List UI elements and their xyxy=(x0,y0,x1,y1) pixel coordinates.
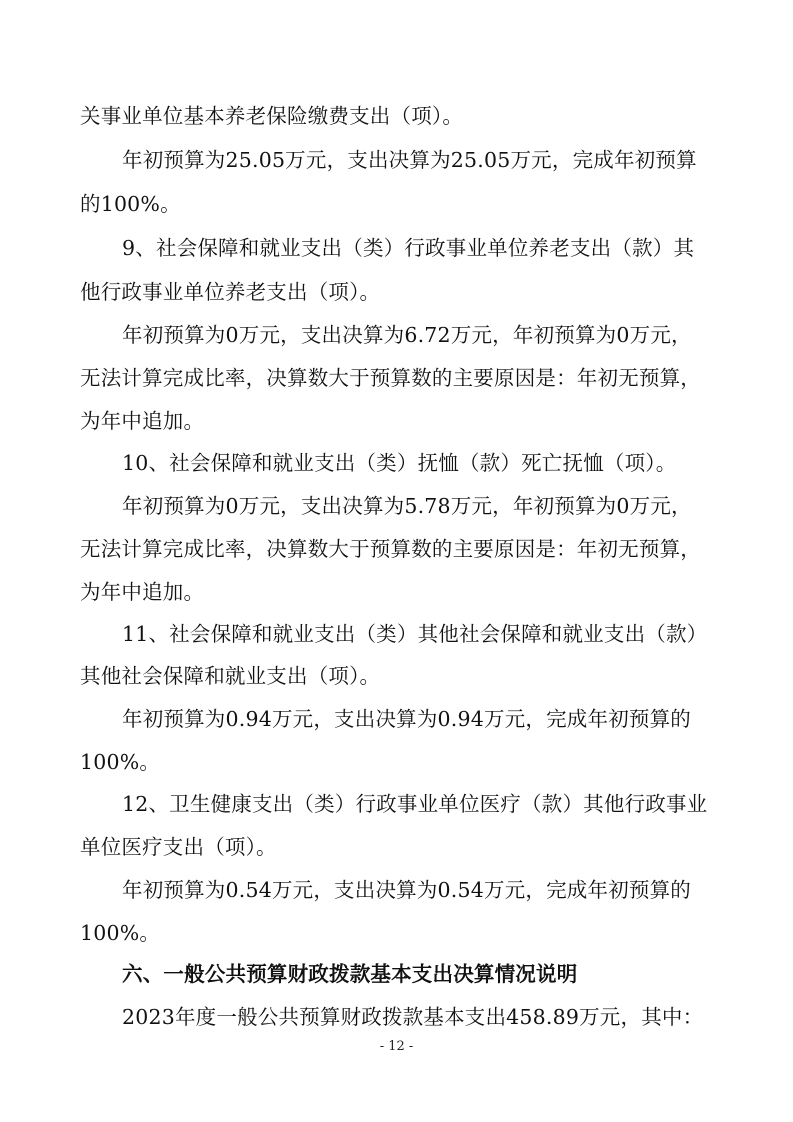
paragraph-line: 年初预算为0.94万元，支出决算为0.94万元，完成年初预算的 xyxy=(122,707,691,731)
paragraph-line: 9、社会保障和就业支出（类）行政事业单位养老支出（款）其 xyxy=(122,236,695,260)
paragraph-line: 年初预算为0万元，支出决算为5.78万元，年初预算为0万元， xyxy=(122,494,692,518)
paragraph-line: 100%。 xyxy=(80,921,161,945)
paragraph-line: 的100%。 xyxy=(80,192,181,216)
paragraph-line: 2023年度一般公共预算财政拨款基本支出458.89万元，其中： xyxy=(122,1005,704,1029)
paragraph-line: 为年中追加。 xyxy=(80,580,205,604)
paragraph-line: 他行政事业单位养老支出（项）。 xyxy=(80,280,381,304)
paragraph-line: 单位医疗支出（项）。 xyxy=(80,835,277,859)
paragraph-line: 11、社会保障和就业支出（类）其他社会保障和就业支出（款） xyxy=(122,622,708,646)
paragraph-line: 其他社会保障和就业支出（项）。 xyxy=(80,664,381,688)
paragraph-line: 无法计算完成比率，决算数大于预算数的主要原因是：年初无预算， xyxy=(80,537,701,561)
paragraph-line: 为年中追加。 xyxy=(80,409,205,433)
paragraph-line: 无法计算完成比率，决算数大于预算数的主要原因是：年初无预算， xyxy=(80,366,701,390)
paragraph-line: 年初预算为0万元，支出决算为6.72万元，年初预算为0万元， xyxy=(122,323,692,347)
paragraph-line: 年初预算为0.54万元，支出决算为0.54万元，完成年初预算的 xyxy=(122,878,691,902)
paragraph-line: 12、卫生健康支出（类）行政事业单位医疗（款）其他行政事业 xyxy=(122,792,708,816)
section-heading: 六、一般公共预算财政拨款基本支出决算情况说明 xyxy=(122,962,578,986)
paragraph-line: 10、社会保障和就业支出（类）抚恤（款）死亡抚恤（项）。 xyxy=(122,451,677,475)
paragraph-line: 100%。 xyxy=(80,750,161,774)
paragraph-line: 关事业单位基本养老保险缴费支出（项）。 xyxy=(80,104,464,128)
paragraph-line: 年初预算为25.05万元，支出决算为25.05万元，完成年初预算 xyxy=(122,148,697,172)
page-number: - 12 - xyxy=(379,1039,414,1054)
